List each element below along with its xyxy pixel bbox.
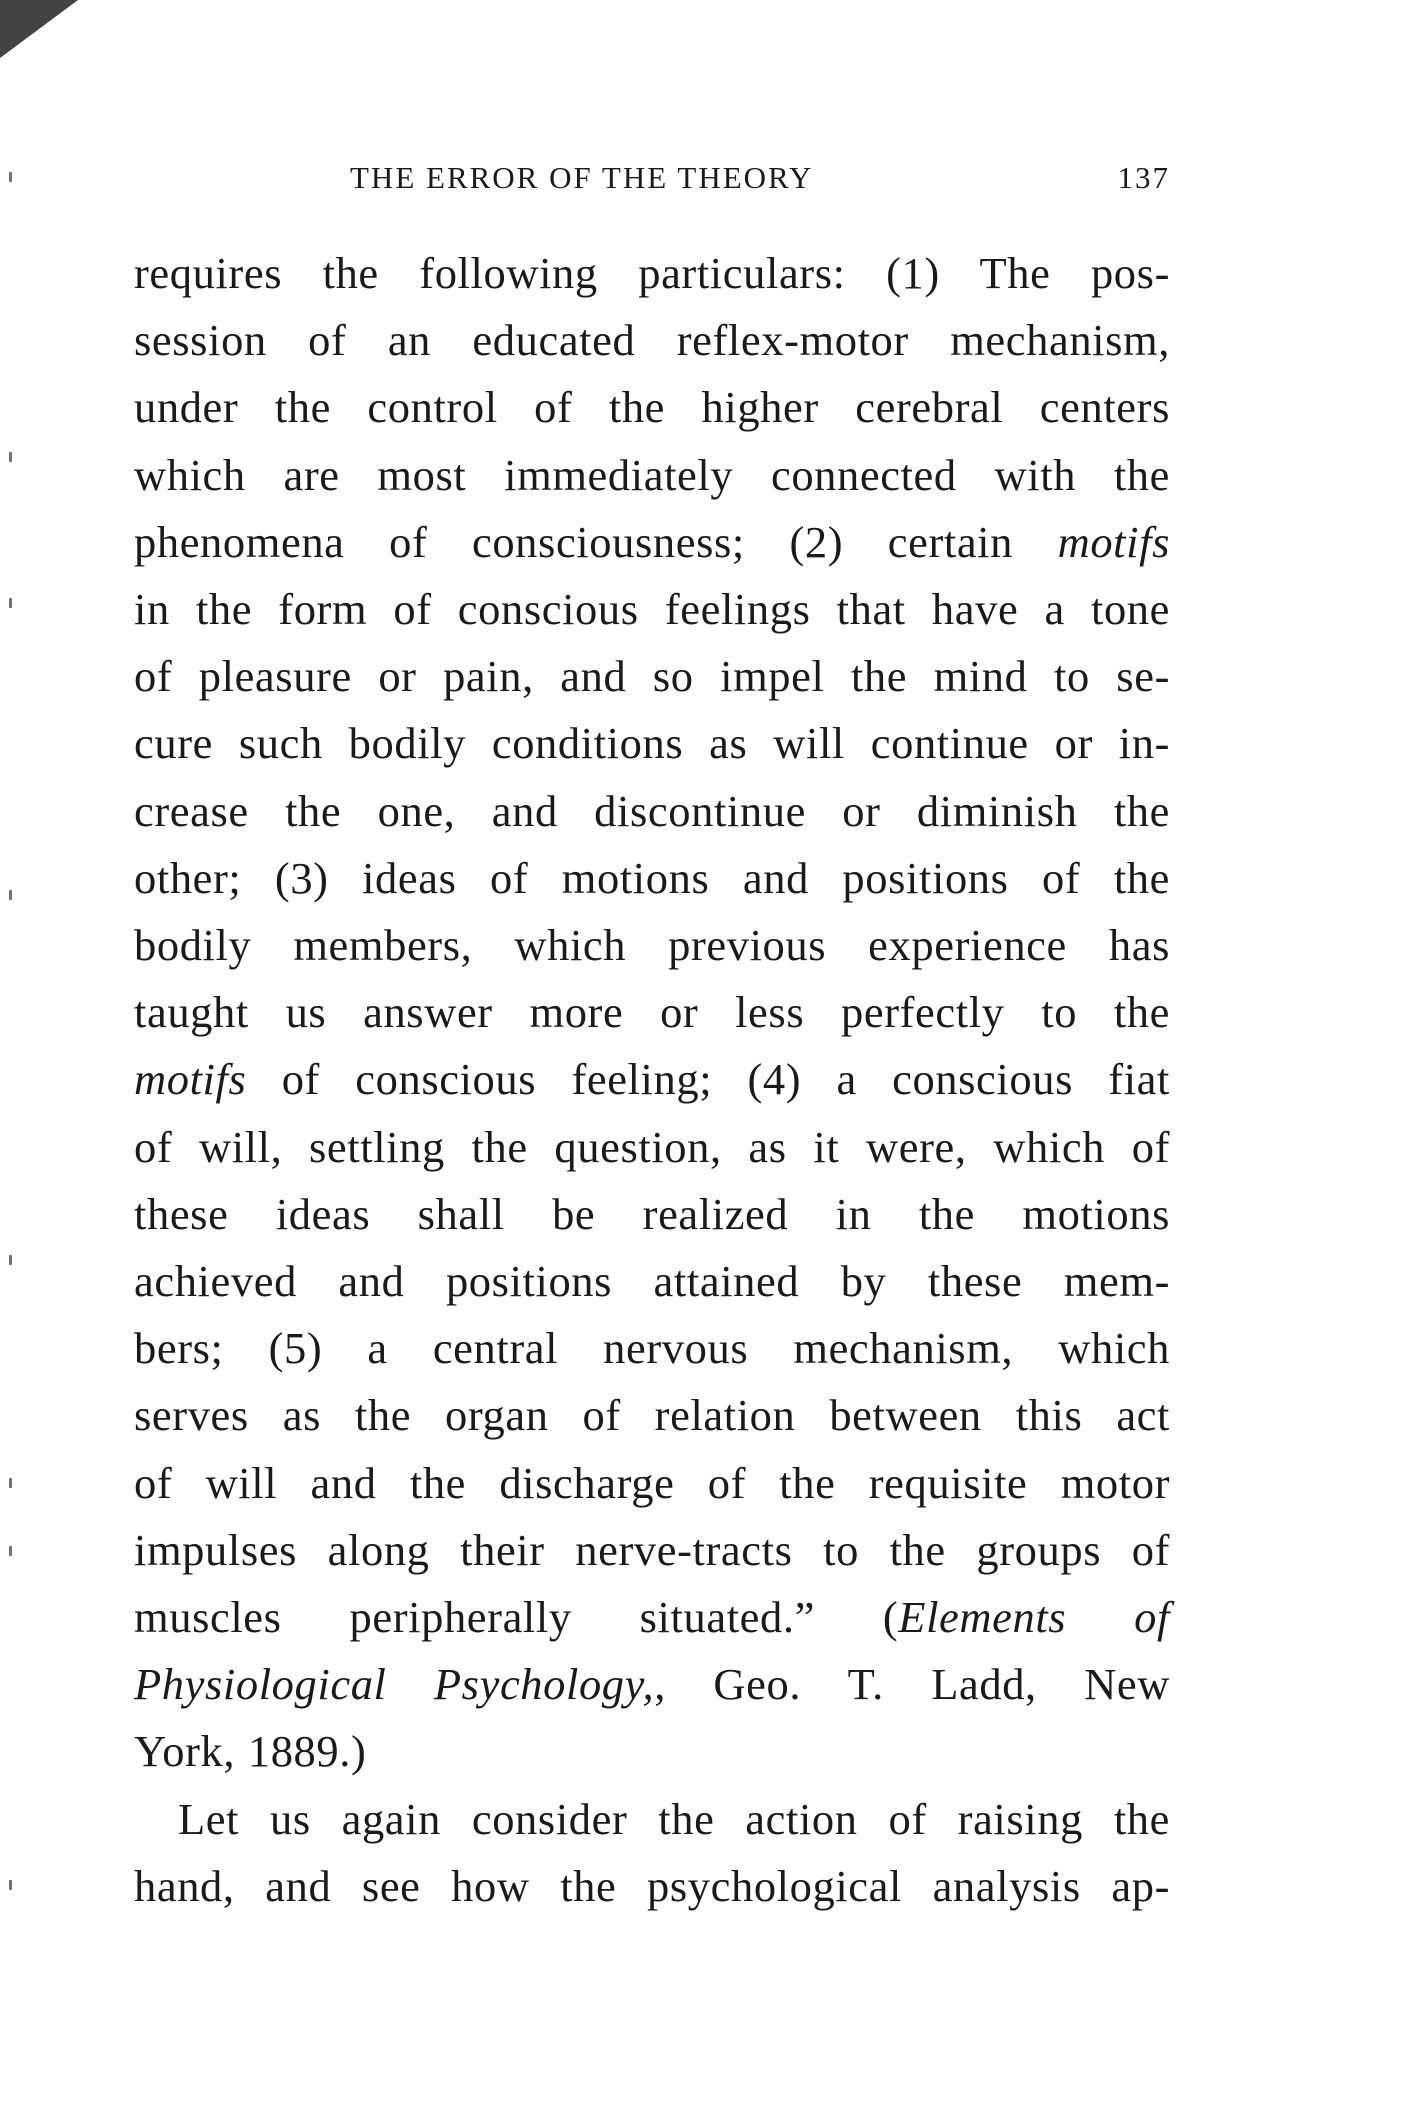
page-number: 137 — [1117, 160, 1170, 195]
text-line: requires the following particulars: (1) The pos- — [134, 248, 1170, 298]
text-line: under the control of the higher cerebral centers — [134, 382, 1170, 433]
gutter-speck — [9, 1546, 12, 1556]
text-segment: phenomena of consciousness; (2) certain — [134, 516, 1058, 567]
text-line: York, 1889.) — [134, 1726, 367, 1777]
text-line: session of an educated reflex-motor mechanism, — [134, 315, 1170, 366]
italic-term: motifs — [134, 1054, 247, 1105]
running-head — [130, 160, 1170, 204]
text-line: of will and the discharge of the requisite motor — [134, 1457, 1170, 1508]
text-line: serves as the organ of relation between this act — [134, 1390, 1170, 1441]
text-line: these ideas shall be realized in the motions — [134, 1188, 1170, 1239]
text-line: impulses along their nerve-tracts to the groups of — [134, 1524, 1170, 1575]
body-text — [134, 240, 1170, 1920]
text-segment: muscles peripherally situated.” ( — [134, 1592, 899, 1643]
text-line: taught us answer more or less perfectly to the — [134, 987, 1170, 1038]
text-line: in the form of conscious feelings that have a tone — [134, 584, 1170, 635]
running-title: THE ERROR OF THE THEORY — [350, 160, 814, 195]
text-line: of will, settling the question, as it were, which of — [134, 1121, 1170, 1172]
text-segment: , Geo. T. Ladd, New — [654, 1659, 1170, 1710]
gutter-speck — [9, 1478, 12, 1488]
gutter-speck — [9, 1255, 12, 1265]
gutter-speck — [9, 598, 12, 608]
text-line — [134, 1651, 1170, 1718]
text-line: hand, and see how the psychological analysis ap- — [134, 1860, 1170, 1911]
gutter-speck — [9, 890, 12, 900]
text-line: of pleasure or pain, and so impel the mind to se- — [134, 651, 1170, 702]
text-line: achieved and positions attained by these mem- — [134, 1256, 1170, 1307]
text-line — [134, 1584, 1170, 1651]
italic-term: motifs — [1057, 516, 1170, 567]
gutter-speck — [9, 1880, 12, 1890]
text-line — [134, 1046, 1170, 1113]
text-segment: of conscious feeling; (4) a conscious fiat — [246, 1054, 1170, 1105]
gutter-speck — [9, 452, 12, 462]
text-line: Let us again consider the action of raising the — [178, 1793, 1170, 1844]
text-line: other; (3) ideas of motions and positions of the — [134, 852, 1170, 903]
text-line: cure such bodily conditions as will continue or in- — [134, 718, 1170, 769]
citation-title: Elements of — [898, 1592, 1170, 1643]
citation-title: Physiological Psychology, — [134, 1659, 655, 1710]
scan-artifact — [0, 0, 78, 58]
text-line — [134, 509, 1170, 576]
text-line: crease the one, and discontinue or diminish the — [134, 785, 1170, 836]
gutter-speck — [9, 172, 12, 182]
text-line: which are most immediately connected with the — [134, 449, 1170, 500]
text-line: bers; (5) a central nervous mechanism, which — [134, 1323, 1170, 1374]
text-line: bodily members, which previous experience has — [134, 920, 1170, 971]
